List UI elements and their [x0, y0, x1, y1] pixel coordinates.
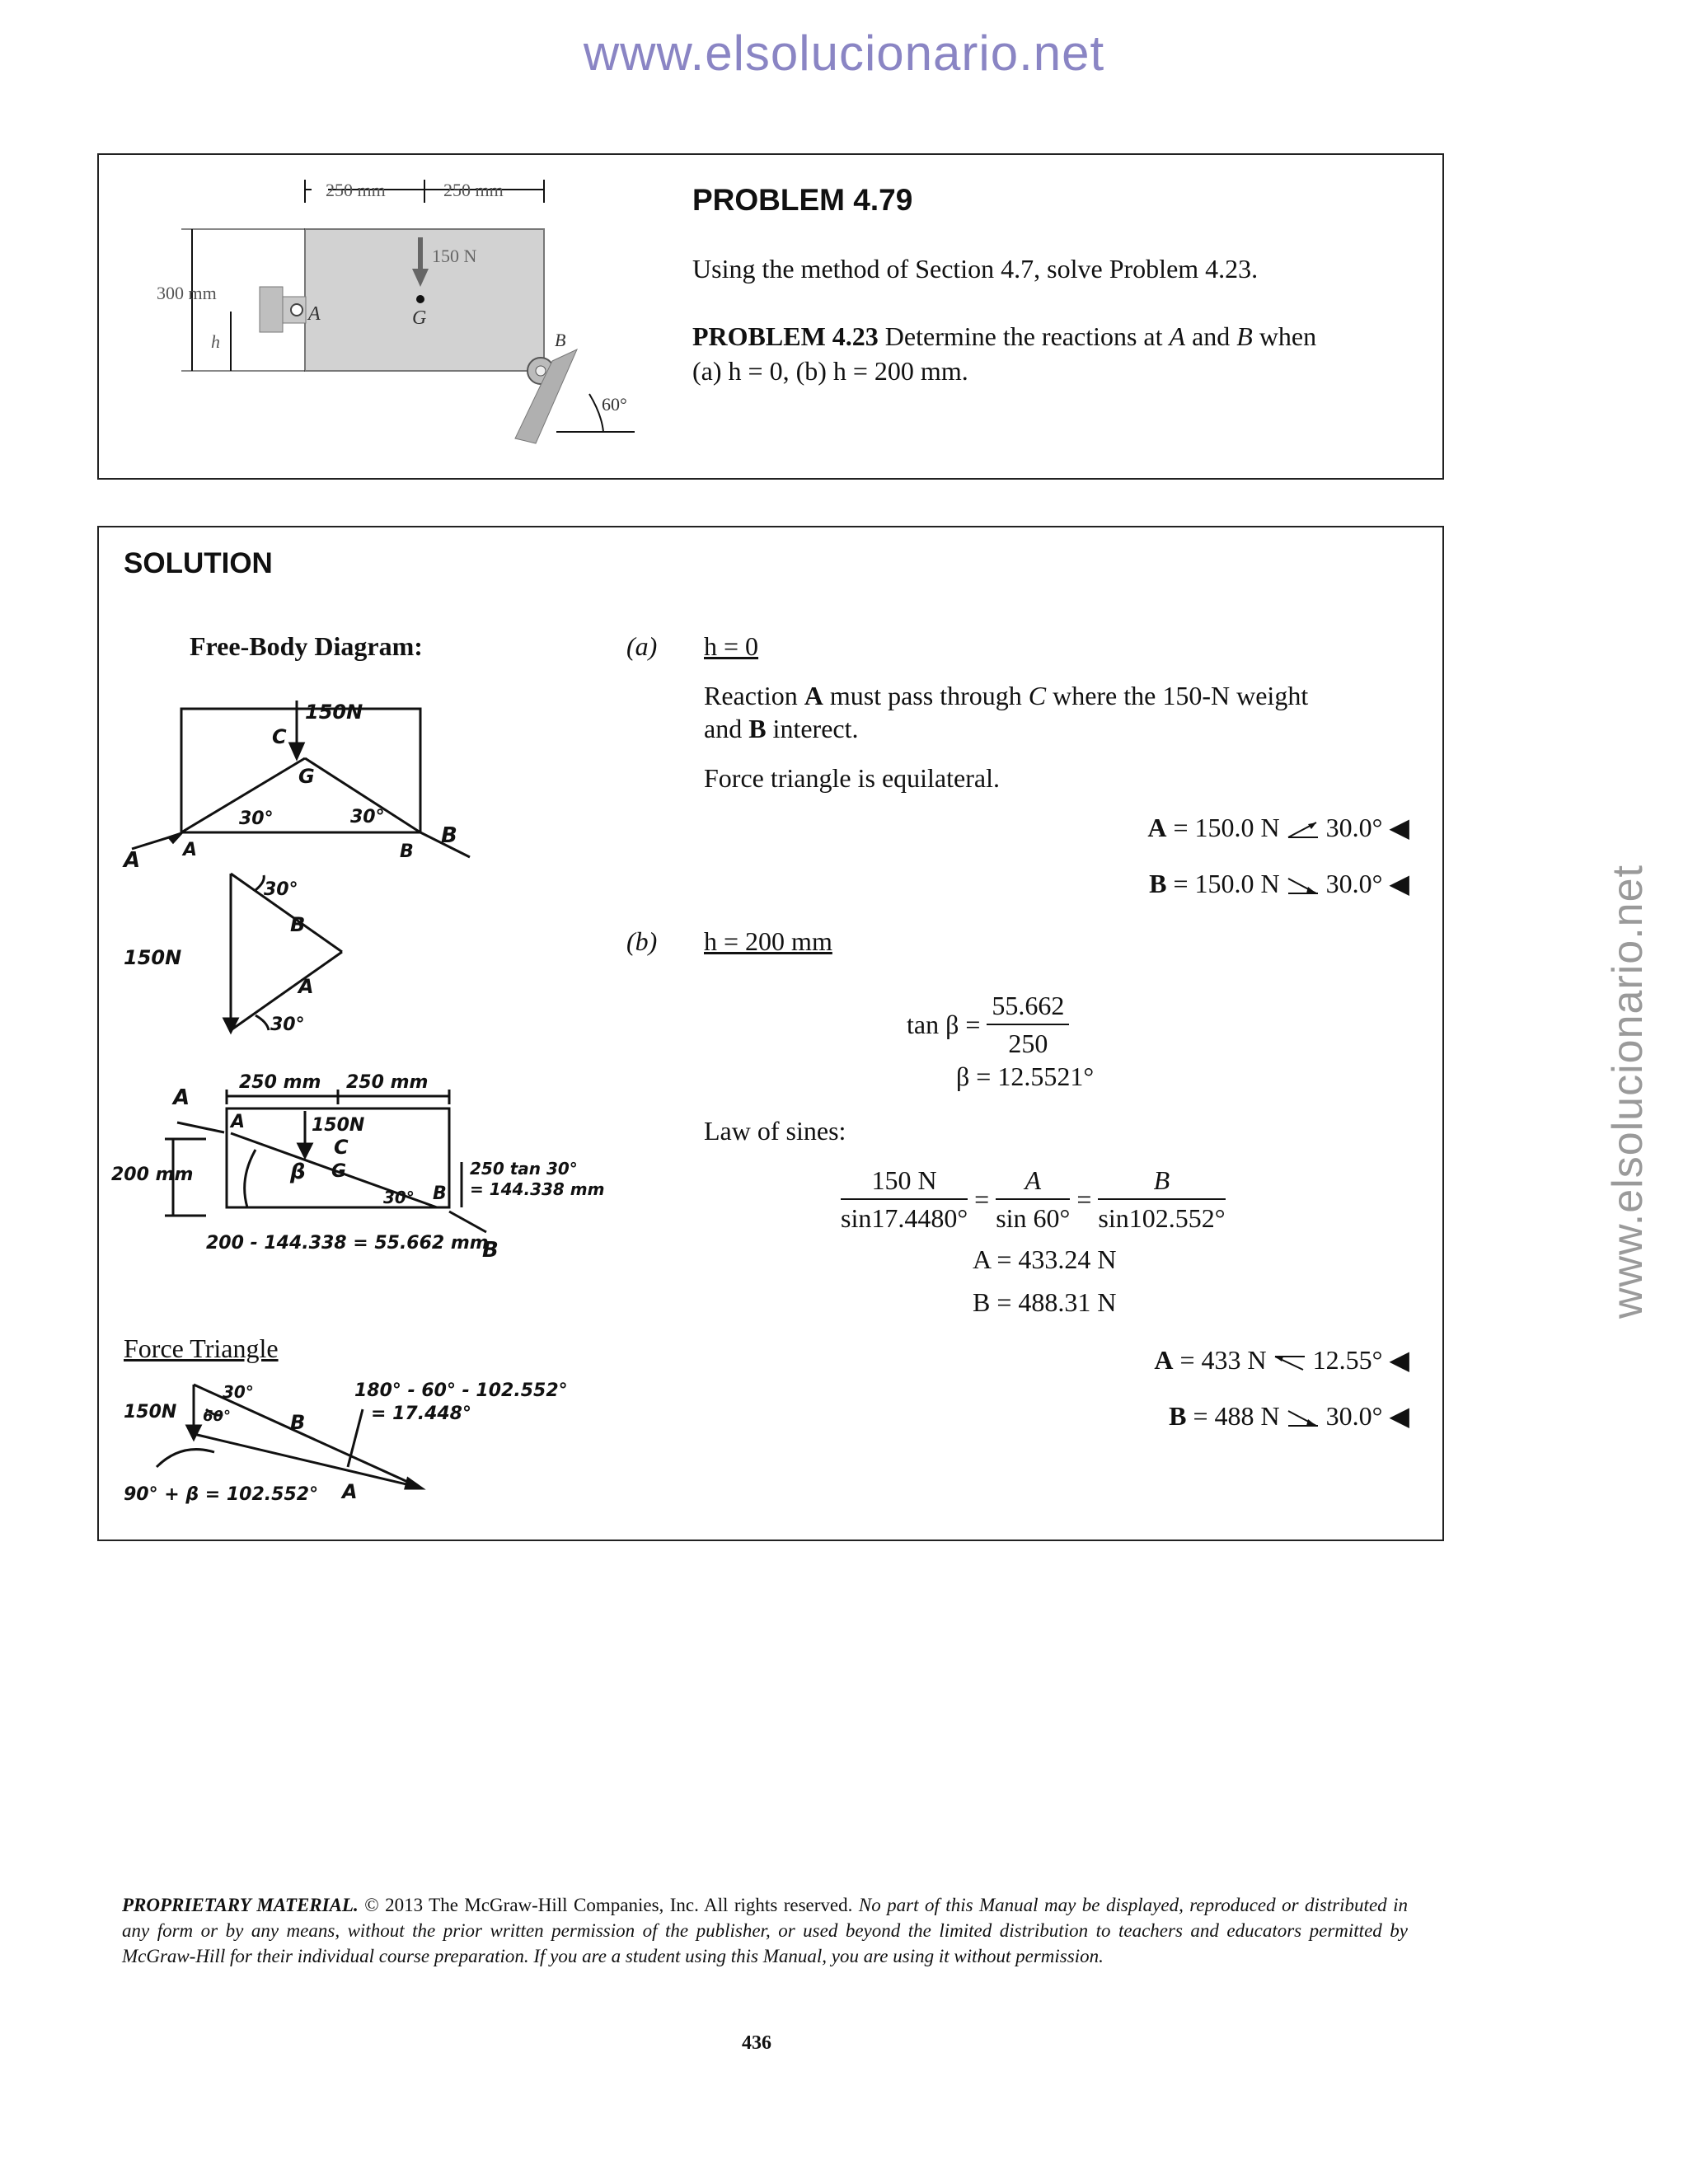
answer-b-B — [1169, 1399, 1409, 1432]
sk-30b: 30° — [350, 807, 385, 827]
dim-250-b: 250 mm — [443, 180, 504, 200]
tan-fraction — [987, 989, 1069, 1060]
plate — [305, 229, 544, 371]
pa-l2-B: B — [748, 714, 767, 743]
ft-calc2: = 17.448° — [371, 1404, 471, 1424]
answer-b-A — [1154, 1343, 1409, 1376]
sn3: B — [1098, 1164, 1225, 1200]
sines-frac-3 — [1098, 1164, 1225, 1235]
problem-ref-A: A — [1169, 321, 1186, 351]
part-a-line2 — [704, 712, 858, 745]
sd2: sin 60° — [996, 1203, 1071, 1233]
sd1: sin17.4480° — [841, 1203, 968, 1233]
label-150N: 150 N — [432, 246, 477, 266]
problem-title: PROBLEM 4.79 — [692, 183, 913, 217]
ans-a-B-ang: 30.0° — [1325, 869, 1383, 898]
sk-B1: B — [400, 841, 414, 862]
tan-lhs: tan β = — [907, 1010, 981, 1039]
sn1: 150 N — [841, 1164, 968, 1200]
pa-l1-C: C — [1028, 681, 1047, 710]
problem-ref-when: when — [1252, 321, 1317, 351]
sk-tri-A: A — [298, 975, 314, 998]
skb-B2: B — [482, 1238, 499, 1263]
pa-l1a: Reaction — [704, 681, 804, 710]
watermark-side-text: www.elsolucionario.net — [1604, 865, 1652, 1319]
skb-30: 30° — [383, 1188, 415, 1207]
skb-250b: 250 mm — [346, 1072, 429, 1093]
sk-150N: 150N — [305, 701, 363, 724]
ft-A: A — [342, 1480, 358, 1503]
part-a-condition: h = 0 — [704, 631, 759, 661]
ans-b-A-ang: 12.55° — [1312, 1345, 1383, 1375]
ans-a-A-sym: A — [1147, 813, 1167, 842]
footer-bold: PROPRIETARY MATERIAL. — [122, 1895, 359, 1915]
part-a-line3: Force triangle is equilateral. — [704, 763, 1000, 793]
answer-a-A — [1147, 811, 1409, 844]
sd3: sin102.552° — [1098, 1203, 1226, 1233]
sines-frac-1 — [841, 1164, 968, 1235]
answer-marker-icon: ◀ — [1389, 813, 1409, 842]
label-60: 60° — [602, 394, 627, 415]
sk-C: C — [272, 725, 287, 748]
skb-250a: 250 mm — [239, 1072, 321, 1093]
skb-tan: 250 tan 30° — [470, 1159, 578, 1179]
skb-A2: A — [231, 1112, 246, 1132]
part-b-condition: h = 200 mm — [704, 926, 832, 956]
h200-ref: h = 200 mm. — [826, 356, 968, 386]
solution-box — [97, 526, 1444, 1541]
sk-A1: A — [124, 848, 141, 873]
ft-calc1: 180° - 60° - 102.552° — [354, 1380, 568, 1401]
footer-notice — [122, 1892, 1408, 1969]
skb-beta: β — [290, 1160, 306, 1184]
fbd-sketch-b — [107, 1071, 635, 1277]
beta-value: β = 12.5521° — [956, 1062, 1095, 1091]
ft-150N: 150N — [124, 1402, 177, 1422]
ans-a-A-ang: 30.0° — [1325, 813, 1383, 842]
label-B: B — [555, 330, 566, 350]
answer-a-B — [1149, 867, 1409, 900]
skb-G: G — [331, 1161, 347, 1182]
pa-l1-A: A — [804, 681, 823, 710]
part-b-label: (b) — [626, 926, 658, 956]
pa-l2a: and — [704, 714, 749, 743]
force-triangle-label: Force Triangle — [124, 1333, 279, 1363]
answer-marker-icon: ◀ — [1389, 1401, 1409, 1431]
answer-marker-icon: ◀ — [1389, 869, 1409, 898]
pa-l1c: where the 150-N weight — [1046, 681, 1309, 710]
sk-tri-30b: 30° — [270, 1015, 305, 1035]
footer-italic: No part of this Manual may be displayed, reproduced or distributed in any form or by any means, without the prior written permission of the publisher, or used beyond the limited distribution to teachers and educators permitted by McGraw-Hill for their individual course preparation. If you are a student using this Manual, you are using it without permission. — [122, 1895, 1409, 1966]
sk-tri-30a: 30° — [264, 879, 298, 900]
page-number: 436 — [742, 2032, 771, 2054]
ans-a-B-val: = 150.0 N — [1166, 869, 1280, 898]
tan-den: 250 — [1008, 1029, 1048, 1058]
B-value: B = 488.31 N — [973, 1287, 1117, 1317]
fbd-label: Free-Body Diagram: — [190, 631, 423, 661]
skb-200: 200 mm — [111, 1165, 194, 1185]
pa-l1b: must pass through — [823, 681, 1029, 710]
force-triangle-sketch — [107, 1376, 618, 1525]
sk-30a: 30° — [239, 808, 274, 829]
skb-diff: 200 - 144.338 = 55.662 mm — [206, 1233, 489, 1254]
dim-250-a: 250 mm — [326, 180, 386, 200]
problem-ref — [692, 320, 1401, 353]
ft-30: 30° — [223, 1382, 254, 1402]
solution-heading: SOLUTION — [124, 547, 273, 579]
watermark-top: www.elsolucionario.net — [583, 26, 1105, 81]
ans-b-A-val: = 433 N — [1173, 1345, 1267, 1375]
footer-normal: © 2013 The McGraw-Hill Companies, Inc. All rights reserved. — [358, 1895, 853, 1915]
eq1: = — [974, 1184, 990, 1214]
label-G: G — [412, 307, 427, 329]
problem-ref-text: Determine the reactions at — [878, 321, 1170, 351]
tan-num: 55.662 — [987, 989, 1069, 1025]
h0-ref: h = 0, — [721, 356, 796, 386]
sk-A2: A — [183, 840, 198, 860]
skb-B: B — [433, 1183, 447, 1204]
skb-A: A — [173, 1085, 190, 1110]
angle-up-right-icon — [1287, 821, 1320, 841]
problem-statement: Using the method of Section 4.7, solve Problem 4.23. — [692, 254, 1259, 284]
ans-b-B-sym: B — [1169, 1401, 1187, 1431]
label-300mm: 300 mm — [157, 283, 217, 303]
problem-ref-line2 — [692, 354, 968, 387]
tan-beta-eq — [907, 989, 1069, 1060]
part-a-line1 — [704, 679, 1308, 712]
ft-60: 60° — [203, 1408, 232, 1425]
eq2: = — [1076, 1184, 1092, 1214]
ft-sum: 90° + β = 102.552° — [124, 1484, 319, 1505]
sk-tri-B: B — [290, 913, 306, 936]
pa-l2b: interect. — [766, 714, 859, 743]
ans-b-B-ang: 30.0° — [1325, 1401, 1383, 1431]
angle-down-right-icon — [1287, 877, 1320, 897]
ans-b-A-sym: A — [1154, 1345, 1174, 1375]
part-a-label: (a) — [626, 631, 658, 661]
sines-frac-2 — [996, 1164, 1070, 1235]
sn2: A — [996, 1164, 1070, 1200]
sk-tri-150N: 150N — [124, 946, 182, 969]
ft-B: B — [290, 1411, 306, 1434]
skb-C: C — [334, 1136, 349, 1159]
skb-tanv: = 144.338 mm — [470, 1179, 605, 1199]
part-a-label-ref: (a) — [692, 356, 722, 386]
angle-down-left-icon — [1273, 1353, 1306, 1373]
label-A: A — [308, 303, 321, 325]
problem-ref-B: B — [1236, 321, 1253, 351]
ans-a-B-sym: B — [1149, 869, 1167, 898]
sk-G: G — [298, 765, 315, 788]
ans-b-B-val: = 488 N — [1186, 1401, 1280, 1431]
problem-figure — [99, 155, 692, 476]
sines-eq — [841, 1164, 1226, 1235]
skb-150N: 150N — [312, 1115, 365, 1136]
problem-ref-label: PROBLEM 4.23 — [692, 321, 879, 351]
angle-down-right-icon — [1287, 1409, 1320, 1429]
ans-a-A-val: = 150.0 N — [1166, 813, 1280, 842]
answer-marker-icon: ◀ — [1389, 1345, 1409, 1375]
law-of-sines: Law of sines: — [704, 1116, 846, 1146]
A-value: A = 433.24 N — [973, 1244, 1117, 1274]
problem-ref-and: and — [1185, 321, 1237, 351]
label-h: h — [211, 331, 220, 352]
part-b-label-ref: (b) — [795, 356, 827, 386]
problem-box — [97, 153, 1444, 480]
sk-B2: B — [441, 823, 457, 848]
